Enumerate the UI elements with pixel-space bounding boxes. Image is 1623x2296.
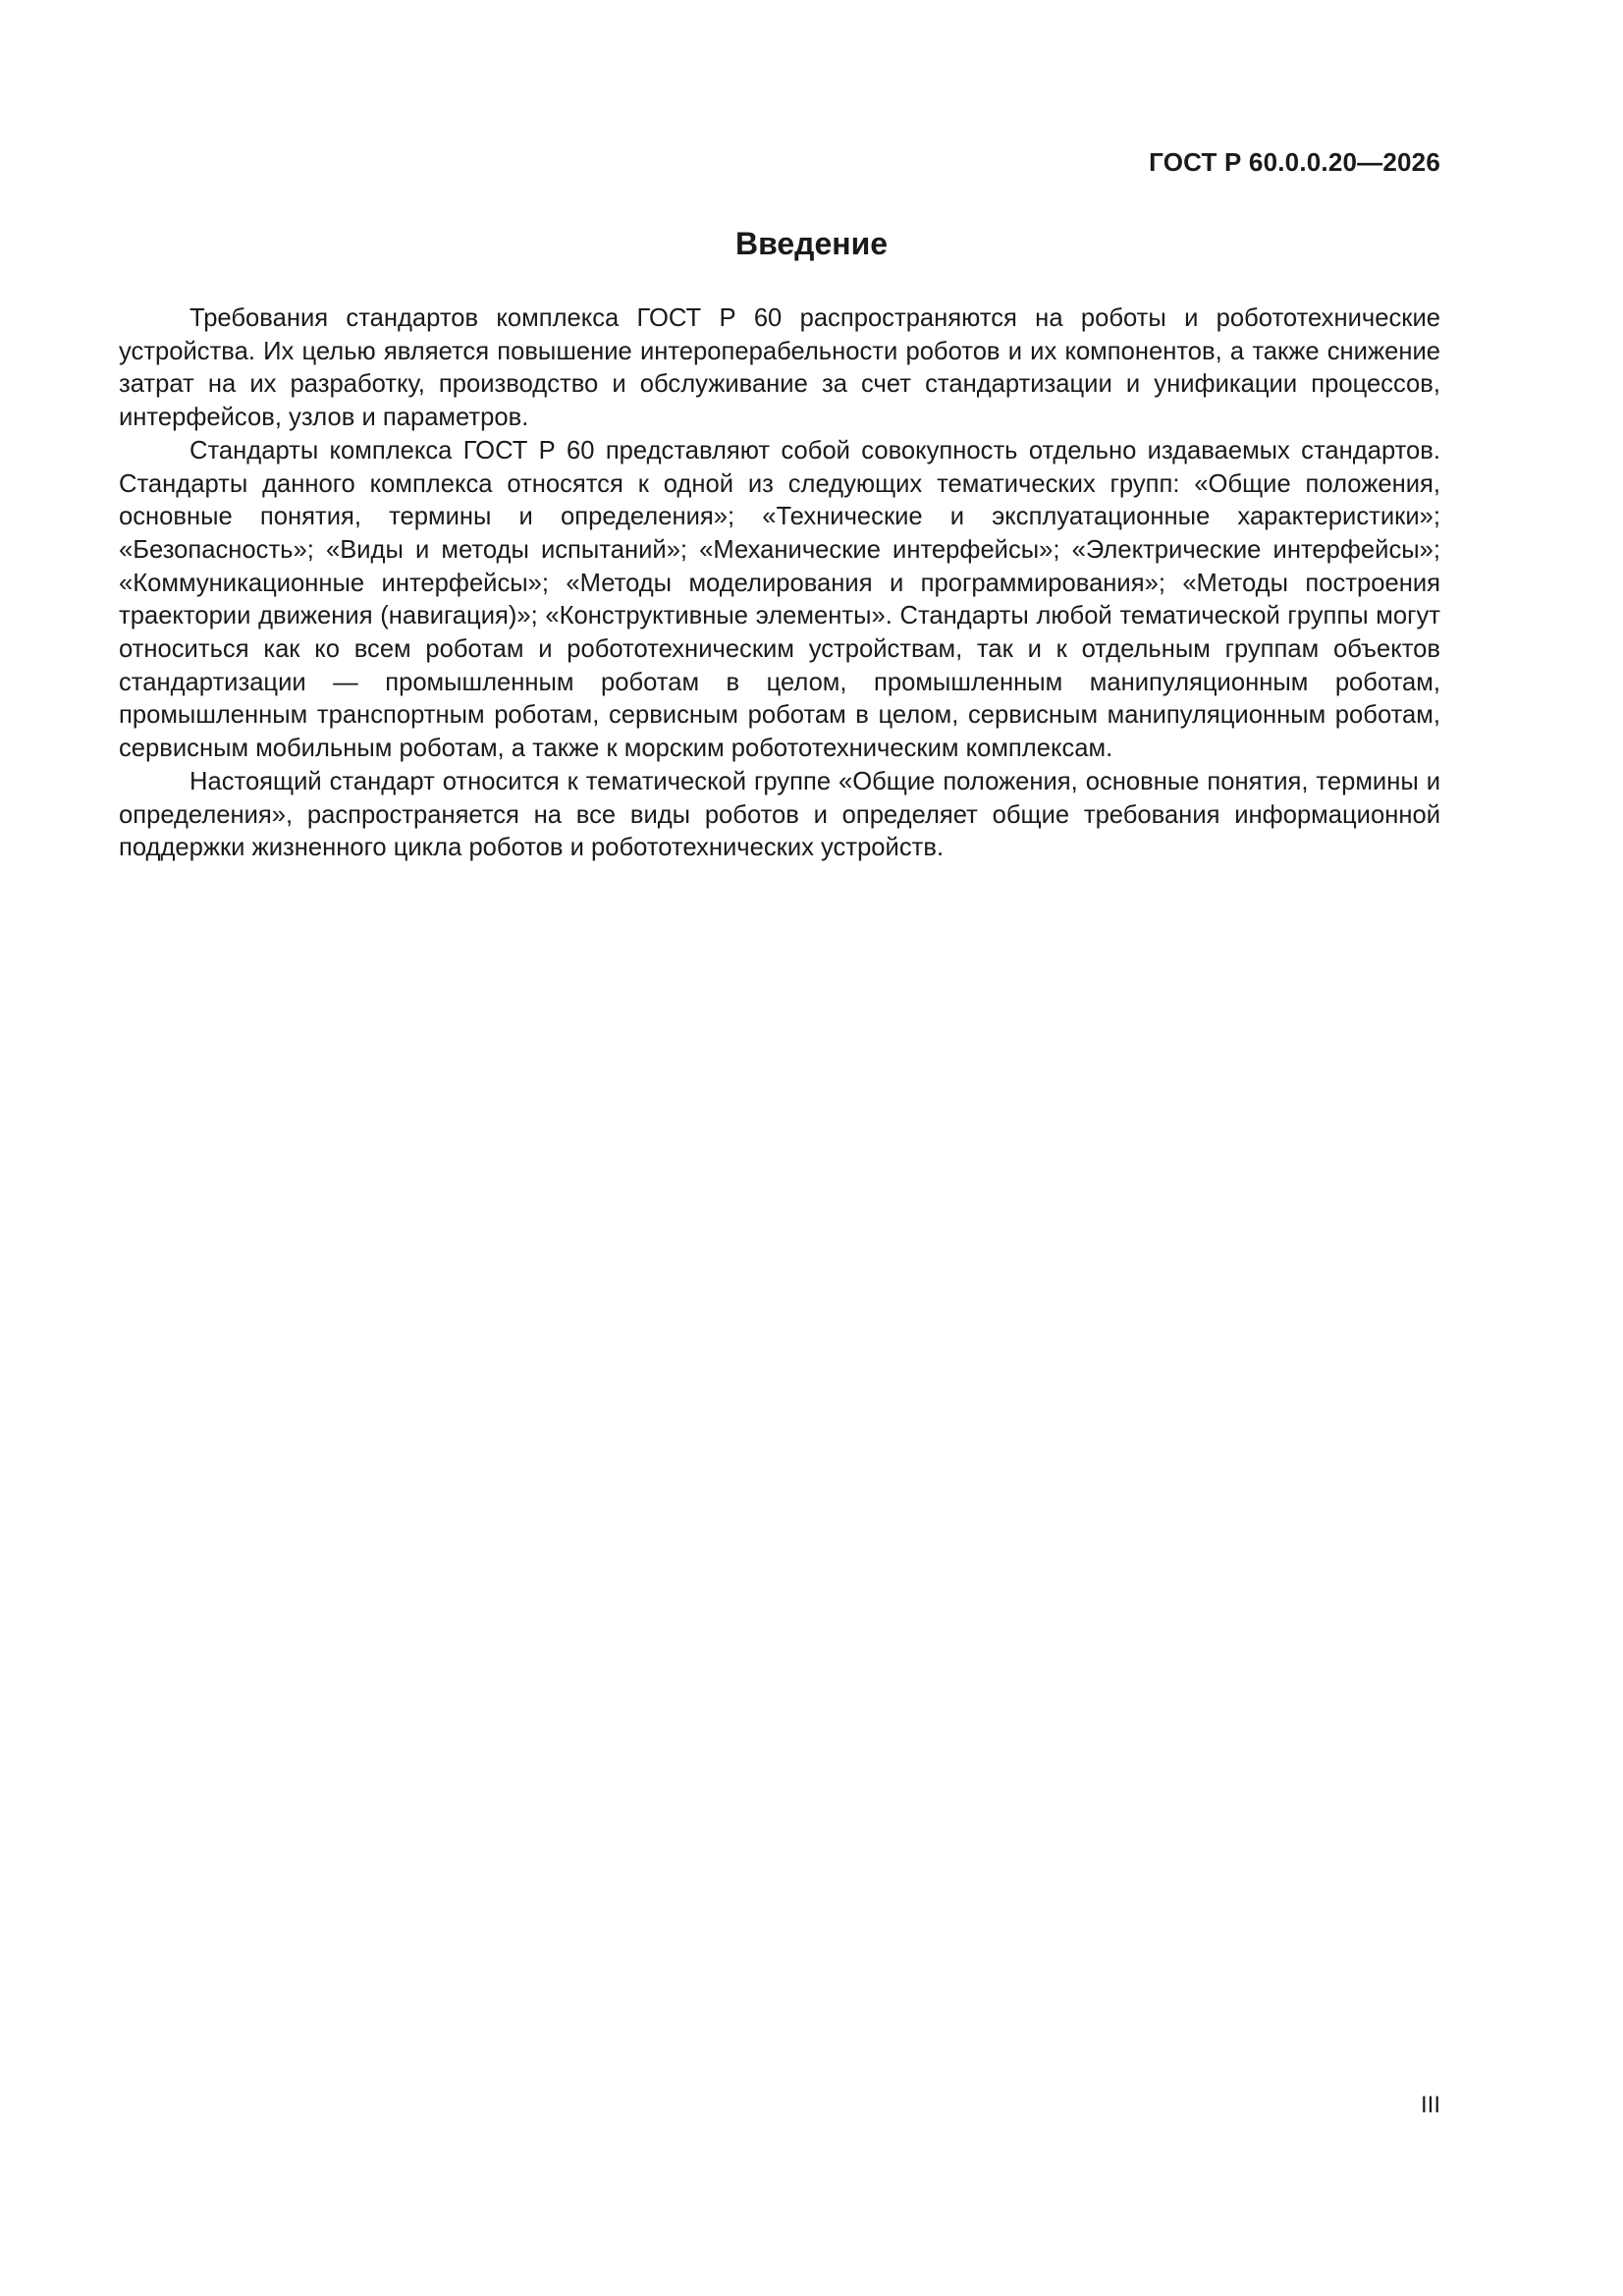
- paragraph: Требования стандартов комплекса ГОСТ Р 60 распространяются на роботы и робототехнические устройства. Их целью является повышение интероперабельности роботов и их компонентов, а также снижение затрат на их разработку, производство и обслуживание за счет стандартизации и унификации процессов, интерфейсов, узлов и параметров.: [119, 304, 1440, 432]
- document-number: ГОСТ Р 60.0.0.20—2026: [1149, 147, 1440, 177]
- section-title: Введение: [734, 226, 889, 261]
- paragraph: Стандарты комплекса ГОСТ Р 60 представляют собой совокупность отдельно издаваемых стандартов. Стандарты данного комплекса относятся к одной из следующих тематических групп: «Общие положения, основные понятия, термины и определения»; «Технические и эксплуатационные характеристики»; «Безопасность»; «Виды и методы испытаний»; «Механические интерфейсы»; «Электрические интерфейсы»; «Коммуникационные интерфейсы»; «Методы моделирования и программирования»; «Методы построения траектории движения (навигация)»; «Конструктивные элементы». Стандарты любой тематической группы могут относиться как ко всем роботам и робототехническим устройствам, так и к отдельным группам объектов стандартизации — промышленным роботам в целом, промышленным манипуляционным роботам, промышленным транспортным роботам, сервисным роботам в целом, сервисным манипуляционным роботам, сервисным мобильным роботам, а также к морским робототехническим комплексам.: [119, 436, 1440, 763]
- paragraph: Настоящий стандарт относится к тематической группе «Общие положения, основные понятия, термины и определения», распространяется на все виды роботов и определяет общие требования информационной поддержки жизненного цикла роботов и робототехнических устройств.: [119, 767, 1440, 862]
- introduction-text: [119, 302, 1440, 865]
- page-number: III: [1420, 2092, 1440, 2118]
